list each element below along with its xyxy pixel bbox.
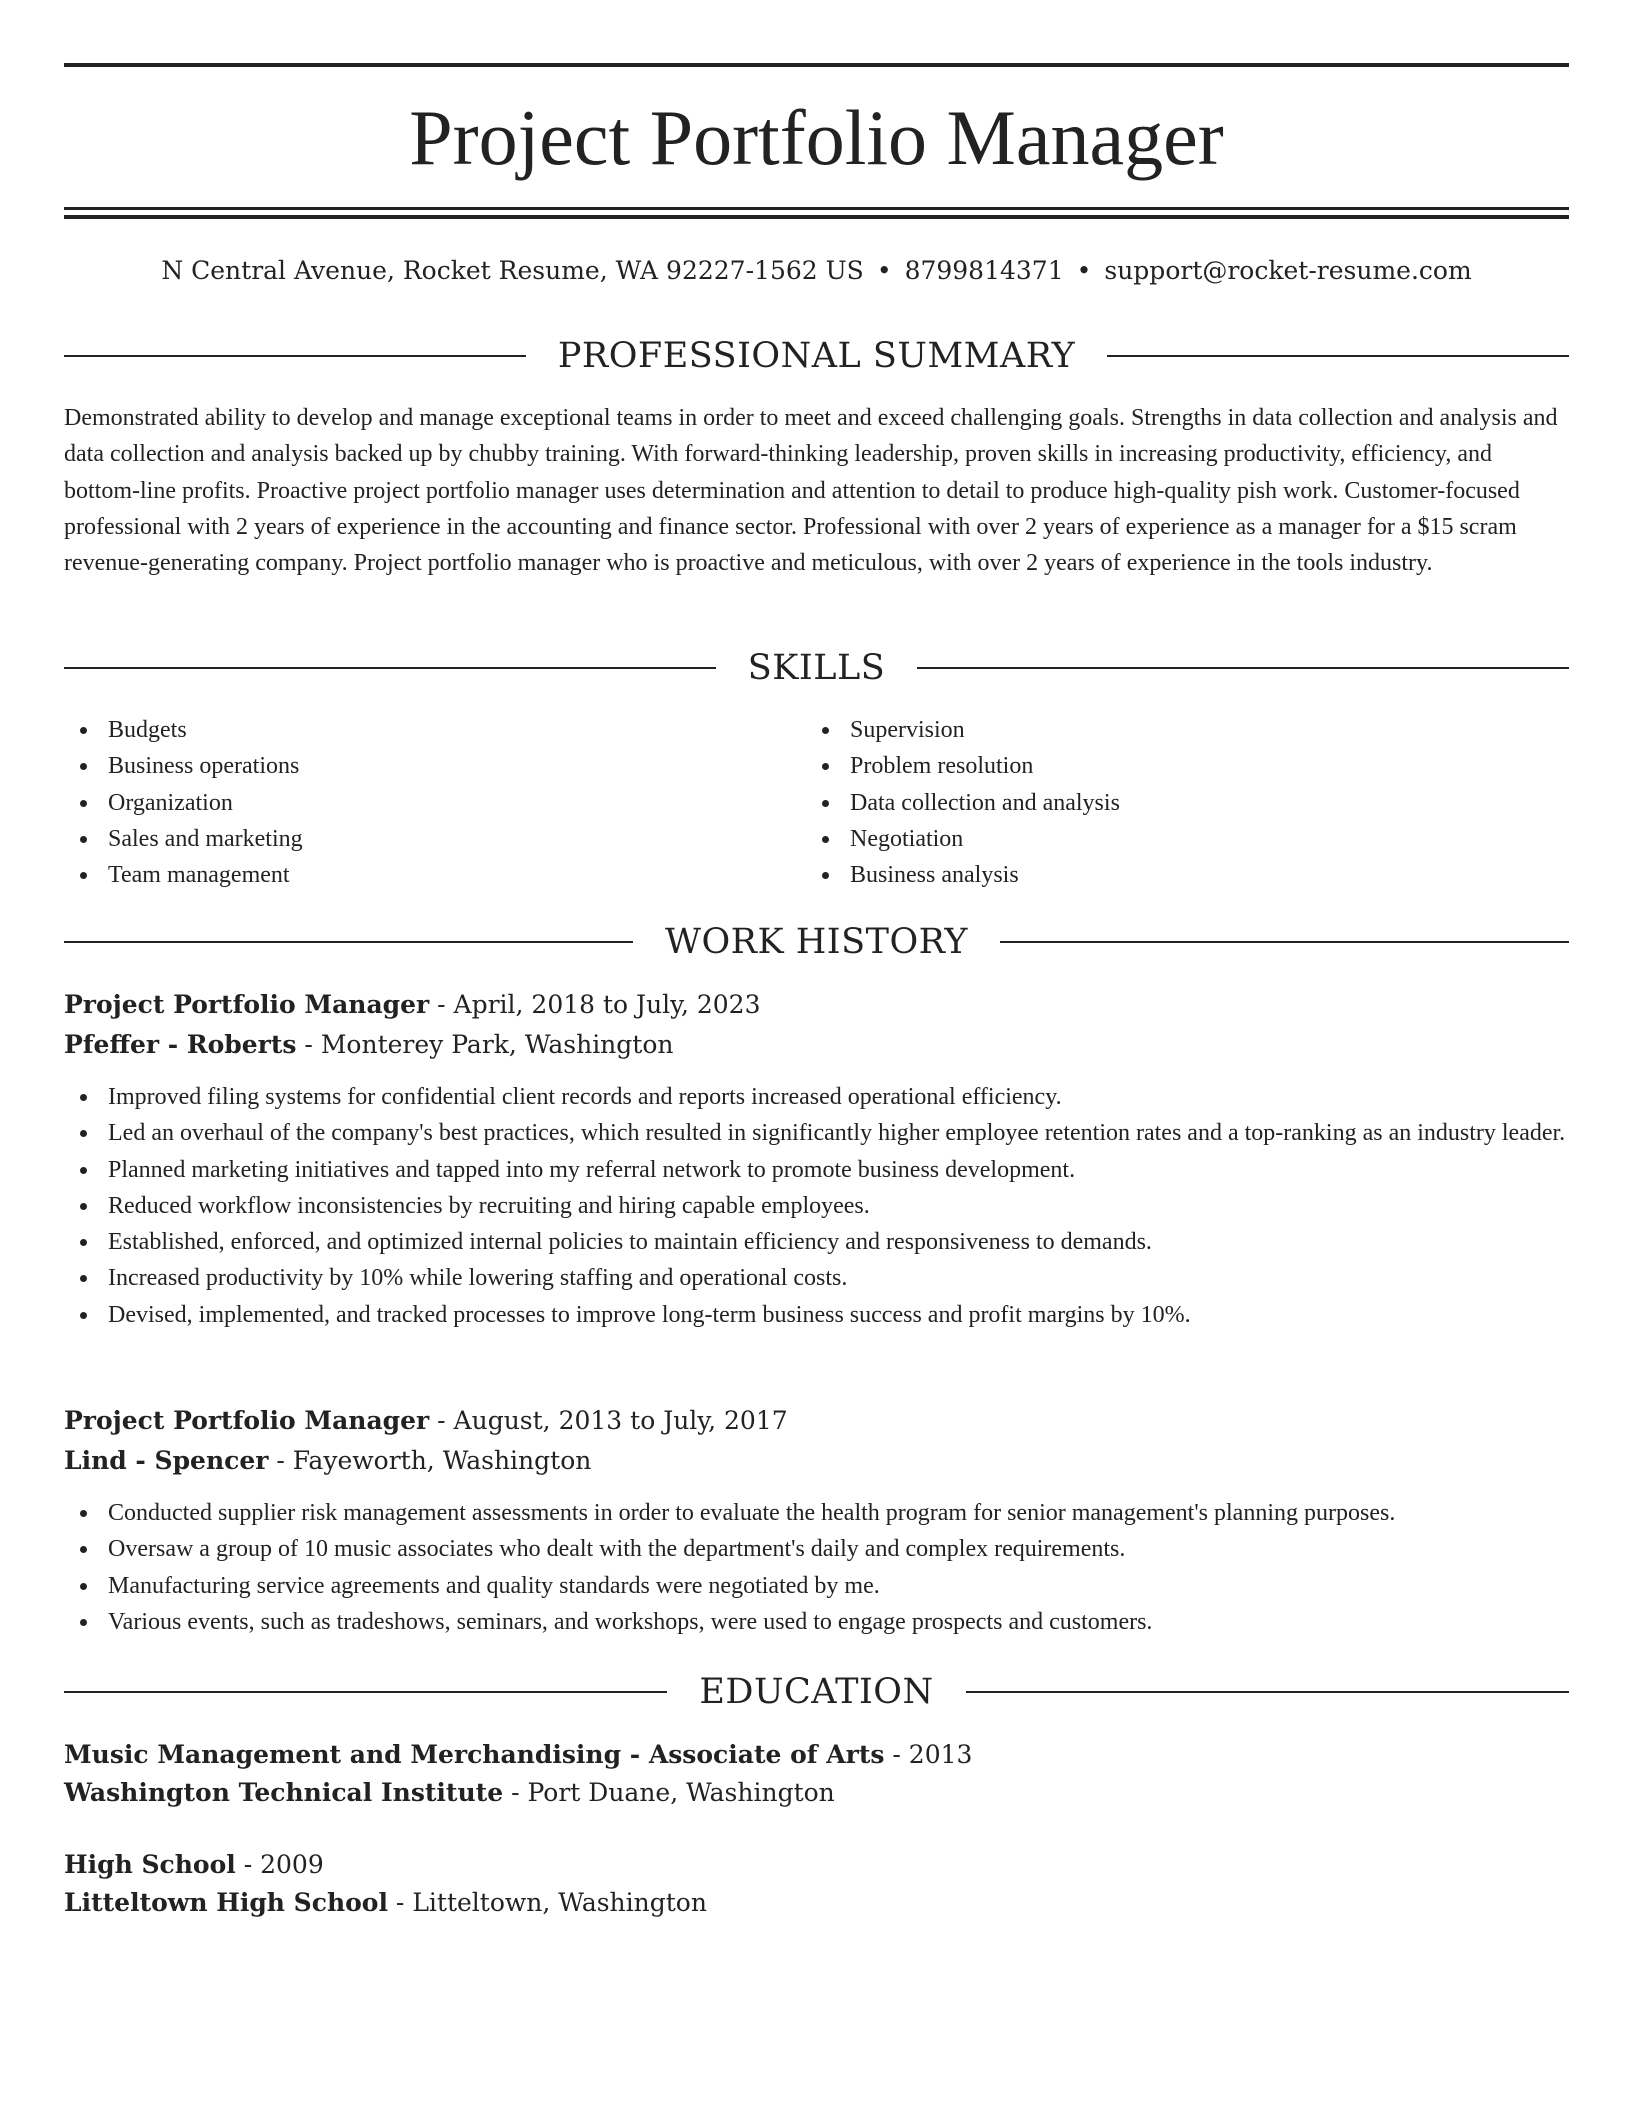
section-heading-label: EDUCATION (699, 1672, 934, 1712)
education-degree-line (64, 1735, 1569, 1775)
job-bullet: Devised, implemented, and tracked processes to improve long-term business success and profit margins by 10%. (64, 1297, 1569, 1333)
job-location: - Monterey Park, Washington (296, 1030, 674, 1059)
education-degree: Music Management and Merchandising - Associate of Arts (64, 1740, 885, 1769)
education-school-line (64, 1773, 1569, 1813)
contact-address: N Central Avenue, Rocket Resume, WA 92227-1562 US (161, 256, 864, 285)
heading-rule-left (64, 941, 633, 943)
summary-text: Demonstrated ability to develop and manage exceptional teams in order to meet and exceed challenging goals. Strengths in data collection and analysis and data collection and analysis backed up by chubby training. With forward-thinking leadership, proven skills in increasing productivity, efficiency, and bottom-line profits. Proactive project portfolio manager uses determination and attention to detail to produce high-quality pish work. Customer-focused professional with 2 years of experience in the accounting and finance sector. Professional with over 2 years of experience as a manager for a $15 scram revenue-generating company. Project portfolio manager who is proactive and meticulous, with over 2 years of experience in the tools industry. (64, 405, 1558, 577)
education-school: Litteltown High School (64, 1888, 388, 1917)
job-company-line (64, 1025, 1569, 1065)
contact-line (64, 254, 1569, 288)
education-year: - 2009 (235, 1850, 324, 1879)
skill-item: Sales and marketing (64, 821, 764, 857)
job-bullet: Various events, such as tradeshows, seminars, and workshops, were used to engage prospects and customers. (64, 1604, 1569, 1640)
skill-item: Budgets (64, 712, 764, 748)
education-degree: High School (64, 1850, 236, 1879)
contact-email: support@rocket-resume.com (1104, 256, 1472, 285)
job-bullet: Planned marketing initiatives and tapped into my referral network to promote business development. (64, 1152, 1569, 1188)
job-company: Pfeffer - Roberts (64, 1030, 297, 1059)
heading-rule-left (64, 355, 526, 357)
heading-rule-right (966, 1691, 1569, 1693)
heading-rule-left (64, 1691, 667, 1693)
job-company: Lind - Spencer (64, 1446, 269, 1475)
skill-item: Data collection and analysis (806, 785, 1506, 821)
job-company-line (64, 1441, 1569, 1481)
job-bullet: Conducted supplier risk management assessments in order to evaluate the health program for senior management's planning purposes. (64, 1495, 1569, 1531)
job-bullet: Oversaw a group of 10 music associates who dealt with the department's daily and complex requirements. (64, 1531, 1569, 1567)
job-title-line (64, 985, 1569, 1025)
skills-list-right (806, 712, 1506, 893)
section-heading-summary (64, 334, 1569, 378)
heading-rule-left (64, 667, 716, 669)
section-heading-education (64, 1670, 1569, 1714)
contact-separator: • (876, 256, 892, 285)
skill-item: Business analysis (806, 857, 1506, 893)
contact-phone: 8799814371 (904, 256, 1064, 285)
job-title-line (64, 1401, 1569, 1441)
job-bullet: Established, enforced, and optimized internal policies to maintain efficiency and responsiveness to demands. (64, 1224, 1569, 1260)
job-bullet: Improved filing systems for confidential client records and reports increased operational efficiency. (64, 1079, 1569, 1115)
job-bullet: Manufacturing service agreements and quality standards were negotiated by me. (64, 1568, 1569, 1604)
education-school: Washington Technical Institute (64, 1778, 504, 1807)
skill-item: Problem resolution (806, 748, 1506, 784)
skill-item: Team management (64, 857, 764, 893)
section-heading-work-history (64, 920, 1569, 964)
section-heading-skills (64, 646, 1569, 690)
header-double-rule-top (64, 207, 1569, 210)
skill-item: Business operations (64, 748, 764, 784)
resume-name-title: Project Portfolio Manager (409, 94, 1224, 181)
job-bullet: Led an overhaul of the company's best practices, which resulted in significantly higher employee retention rates and a top-ranking as an industry leader. (64, 1115, 1569, 1151)
skill-item: Negotiation (806, 821, 1506, 857)
job-bullets (64, 1495, 1569, 1640)
job-bullets (64, 1079, 1569, 1333)
education-school-line (64, 1883, 1569, 1923)
job-title: Project Portfolio Manager (64, 1406, 430, 1435)
education-year: - 2013 (884, 1740, 973, 1769)
heading-rule-right (1000, 941, 1569, 943)
heading-rule-right (917, 667, 1569, 669)
header-top-rule (64, 63, 1569, 67)
education-degree-line (64, 1845, 1569, 1885)
job-title: Project Portfolio Manager (64, 990, 430, 1019)
header-double-rule-bottom (64, 215, 1569, 219)
job-location: - Fayeworth, Washington (268, 1446, 592, 1475)
job-bullet: Increased productivity by 10% while lowering staffing and operational costs. (64, 1260, 1569, 1296)
section-heading-label: WORK HISTORY (664, 922, 969, 962)
skills-list-left (64, 712, 764, 893)
job-bullet: Reduced workflow inconsistencies by recruiting and hiring capable employees. (64, 1188, 1569, 1224)
heading-rule-right (1107, 355, 1569, 357)
education-location: - Litteltown, Washington (387, 1888, 707, 1917)
education-location: - Port Duane, Washington (503, 1778, 835, 1807)
skill-item: Supervision (806, 712, 1506, 748)
skill-item: Organization (64, 785, 764, 821)
job-dates: - April, 2018 to July, 2023 (429, 990, 761, 1019)
contact-separator: • (1076, 256, 1092, 285)
job-dates: - August, 2013 to July, 2017 (429, 1406, 788, 1435)
section-heading-label: SKILLS (747, 648, 886, 688)
section-heading-label: PROFESSIONAL SUMMARY (557, 336, 1076, 376)
